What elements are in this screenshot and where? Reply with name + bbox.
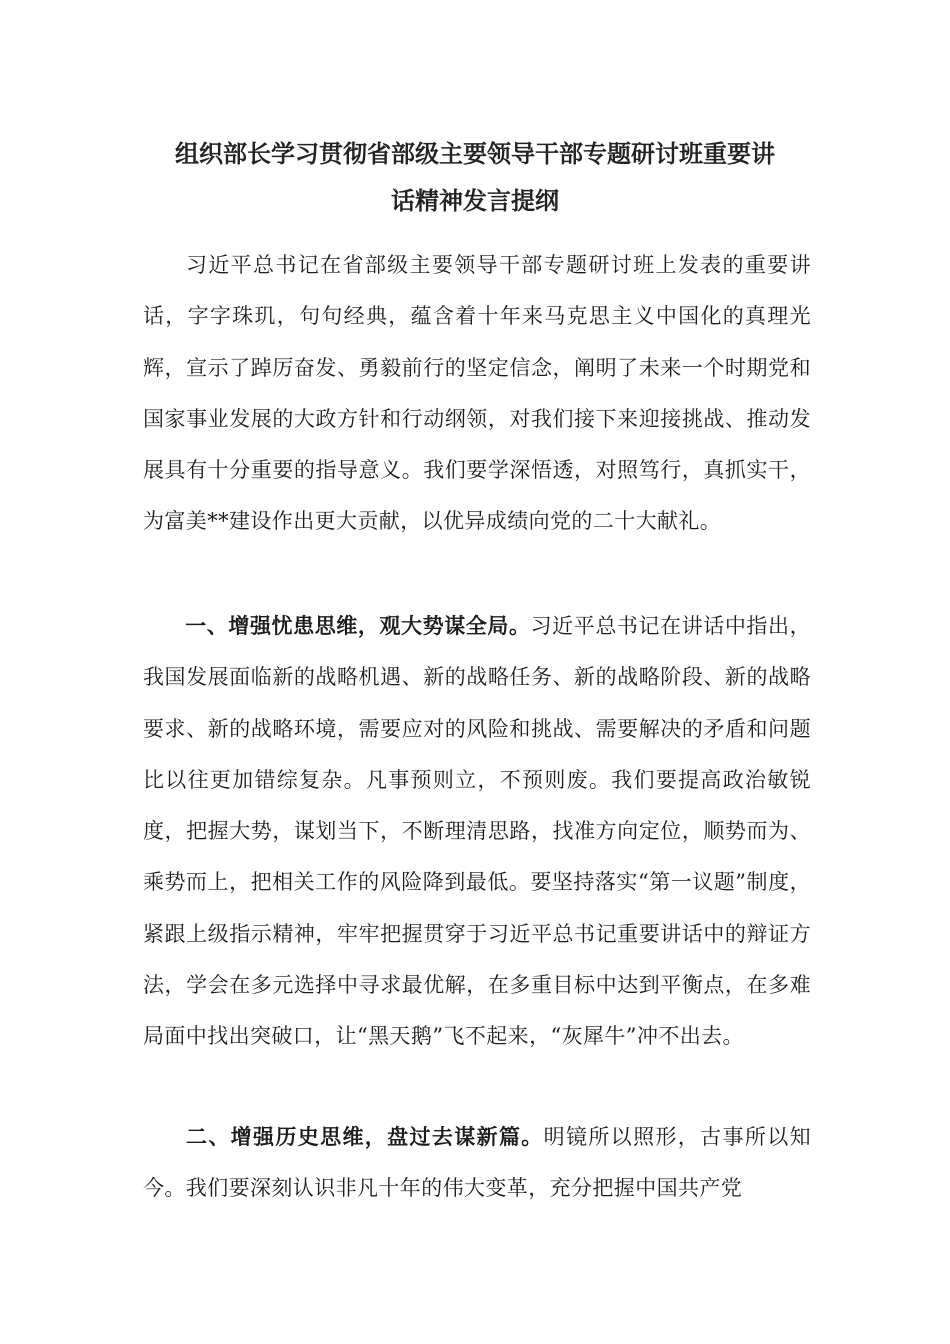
section-1-paragraph [143, 601, 811, 1063]
document-title-line-1: 组织部长学习贯彻省部级主要领导干部专题研讨班重要讲 [175, 140, 775, 168]
section-1-text: 习近平总书记在讲话中指出，我国发展面临新的战略机遇、新的战略任务、新的战略阶段、新的战略要求、新的战略环境，需要应对的风险和挑战、需要解决的矛盾和问题比以往更加错综复杂。凡事预则立，不预则废。我们要提高政治敏锐度，把握大势，谋划当下，不断理清思路，找准方向定位，顺势而为、乘势而上，把相关工作的风险降到最低。要坚持落实“第一议题”制度，紧跟上级指示精神，牢牢把握贯穿于习近平总书记重要讲话中的辩证方法，学会在多元选择中寻求最优解，在多重目标中达到平衡点，在多难局面中找出突破口，让“黑天鹅”飞不起来，“灰犀牛”冲不出去。 [143, 614, 811, 1049]
section-2-heading: 二、增强历史思维，盘过去谋新篇。 [185, 1125, 544, 1149]
intro-paragraph [143, 240, 811, 548]
intro-text: 习近平总书记在省部级主要领导干部专题研讨班上发表的重要讲话，字字珠玑，句句经典，蕴含着十年来马克思主义中国化的真理光辉，宣示了踔厉奋发、勇毅前行的坚定信念，阐明了未来一个时期党和国家事业发展的大政方针和行动纲领，对我们接下来迎接挑战、推动发展具有十分重要的指导意义。我们要学深悟透，对照笃行，真抓实干，为富美**建设作出更大贡献，以优异成绩向党的二十大献礼。 [143, 253, 811, 534]
section-2-paragraph [143, 1112, 811, 1215]
document-title-line-2: 话精神发言提纲 [391, 187, 559, 215]
section-1-heading: 一、增强忧患思维，观大势谋全局。 [185, 614, 531, 638]
section-2-text: 明镜所以照形，古事所以知今。我们要深刻认识非凡十年的伟大变革，充分把握中国共产党 [143, 1125, 811, 1201]
